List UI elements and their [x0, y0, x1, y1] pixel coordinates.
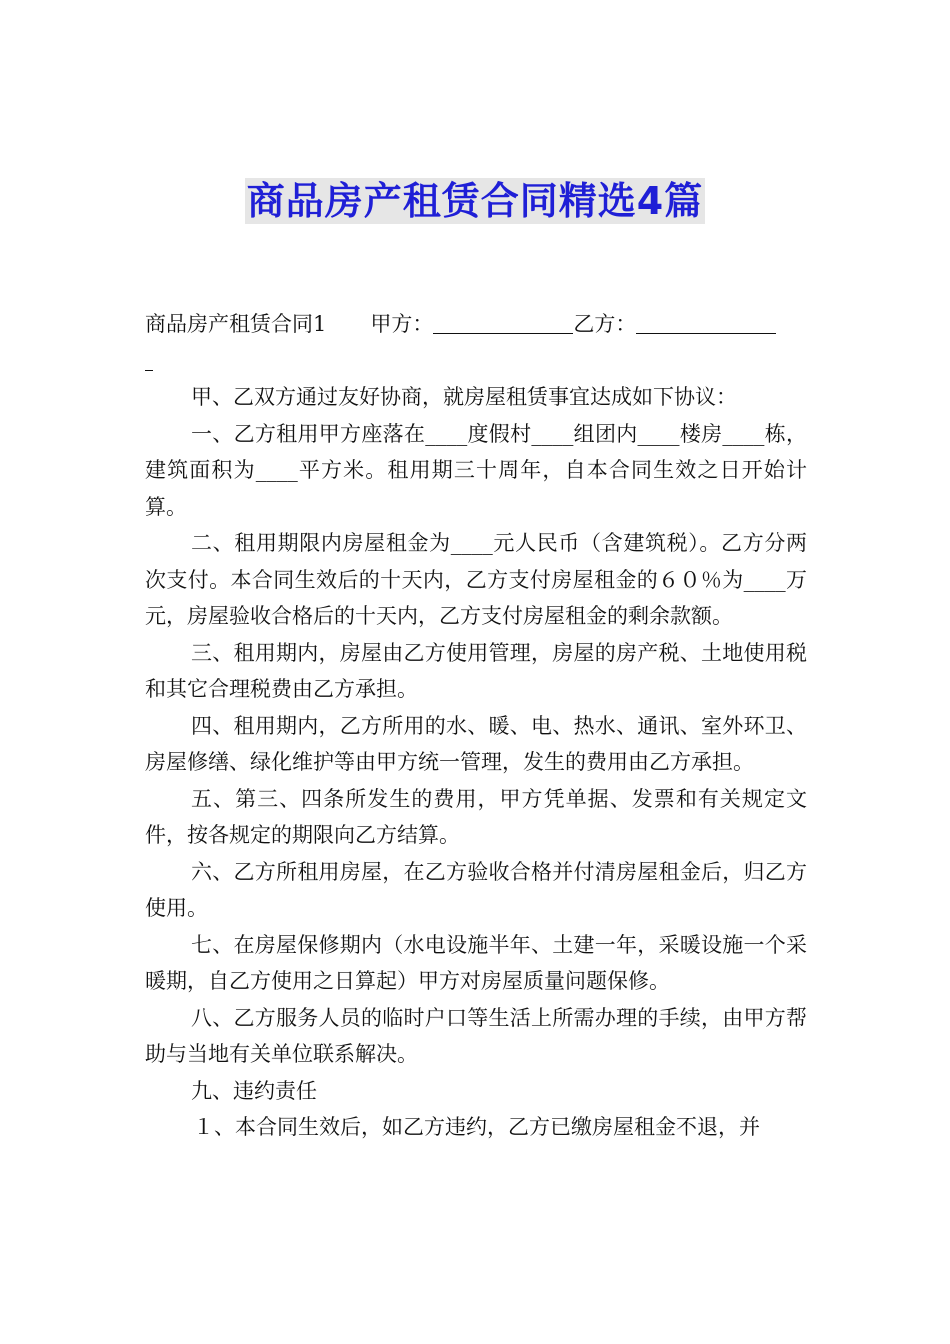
clause-1: 一、乙方租用甲方座落在____度假村____组团内____楼房____栋，建筑面积为____平方米。租用期三十周年，自本合同生效之日开始计算。 [145, 421, 807, 519]
clause-2: 二、租用期限内房屋租金为____元人民币（含建筑税）。乙方分两次支付。本合同生效后的十天内，乙方支付房屋租金的６０％为____万元，房屋验收合格后的十天内，乙方支付房屋租金的剩余款额。 [145, 531, 807, 628]
document-body [145, 306, 807, 1146]
party-b-blank-tail [145, 349, 153, 371]
paragraph-intro: 甲、乙双方通过友好协商，就房屋租赁事宜达成如下协议： [191, 385, 737, 409]
party-a-label: 甲方： [370, 312, 434, 336]
contract-header-line [145, 306, 807, 343]
clause-3: 三、租用期内，房屋由乙方使用管理，房屋的房产税、土地使用税和其它合理税费由乙方承担。 [145, 640, 807, 701]
header-continuation [145, 343, 807, 380]
party-b-blank [636, 312, 776, 334]
clause-7: 七、在房屋保修期内（水电设施半年、土建一年，采暖设施一个采暖期，自乙方使用之日算起）甲方对房屋质量问题保修。 [145, 932, 807, 993]
clause-8: 八、乙方服务人员的临时户口等生活上所需办理的手续，由甲方帮助与当地有关单位联系解决。 [145, 1005, 807, 1066]
party-b-label: 乙方： [573, 312, 637, 336]
contract-name: 商品房产租赁合同1 [145, 312, 327, 336]
clause-5: 五、第三、四条所发生的费用，甲方凭单据、发票和有关规定文件，按各规定的期限向乙方结算。 [145, 786, 807, 847]
clause-4: 四、租用期内，乙方所用的水、暖、电、热水、通讯、室外环卫、房屋修缮、绿化维护等由甲方统一管理，发生的费用由乙方承担。 [145, 713, 807, 774]
clause-9-item-1: １、本合同生效后，如乙方违约，乙方已缴房屋租金不退，并 [193, 1115, 760, 1139]
clause-9-heading: 九、违约责任 [191, 1078, 317, 1103]
title-container [0, 178, 950, 224]
clause-6: 六、乙方所租用房屋，在乙方验收合格并付清房屋租金后，归乙方使用。 [145, 859, 807, 920]
document-title: 商品房产租赁合同精选4篇 [246, 179, 704, 223]
party-a-blank [433, 312, 573, 334]
